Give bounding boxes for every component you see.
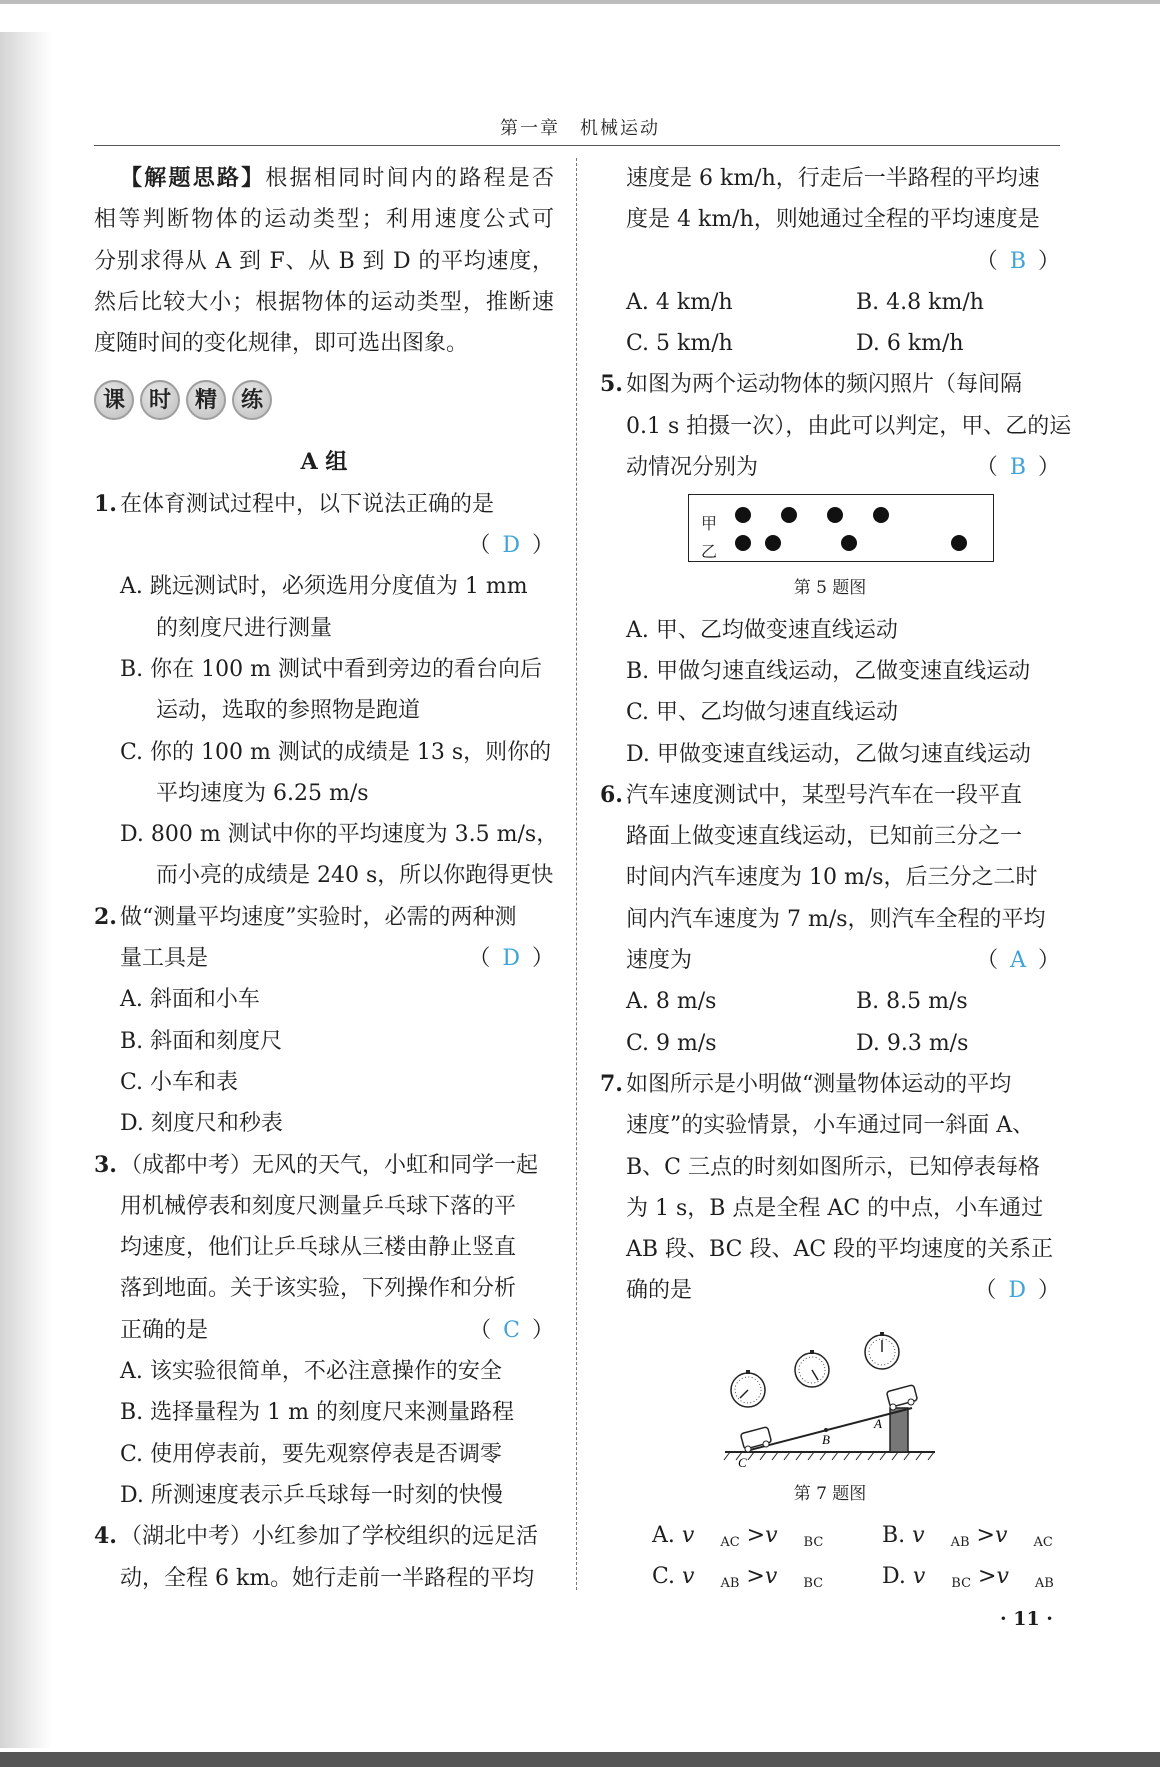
question-7-stem-cont: 确的是 （ D ） [600,1270,1060,1311]
option-cont: 而小亮的成绩是 240 s，所以你跑得更快 [156,863,554,889]
option: C. v $_{AB}$ >v $_{BC}$ [652,1564,824,1592]
option-row [600,323,1060,364]
option: C. 你的 100 m 测试的成绩是 13 s，则你的 [120,739,552,765]
question-3-stem-cont: 正确的是 （ C ） [94,1310,554,1351]
figure-caption: 第 5 题图 [793,578,867,599]
stopwatch-icon [865,1332,899,1369]
option: D. 甲做变速直线运动，乙做匀速直线运动 [626,741,1031,767]
option: D. 6 km/h [856,331,964,357]
option: A. 斜面和小车 [120,987,260,1013]
cart-top [886,1384,917,1409]
column-divider [576,158,577,1590]
option-cont: 平均速度为 6.25 m/s [156,780,369,806]
option: A. 4 km/h [626,289,733,315]
question-6-stem-cont: 时间内汽车速度为 10 m/s，后三分之二时 [626,865,1038,891]
label-c: C [738,1454,747,1470]
option: A. 跳远测试时，必须选用分度值为 1 mm [120,574,528,600]
chapter-title: 第一章 机械运动 [500,118,660,139]
option: D. 9.3 m/s [856,1030,969,1056]
option: B. v $_{AB}$ >v $_{AC}$ [882,1523,1053,1551]
label-yi: 乙 [701,542,718,562]
question-5-stem-cont: 0.1 s 拍摄一次），由此可以判定，甲、乙的运 [626,413,1072,439]
option: D. 800 m 测试中你的平均速度为 3.5 m/s， [120,822,559,848]
question-7-stem: 7. 如图所示是小明做“测量物体运动的平均 [600,1064,1060,1105]
stopwatch-icon [795,1350,829,1387]
option: D. v $_{BC}$ >v $_{AB}$ [882,1564,1054,1592]
answer-bracket: （ D ） [974,1278,1060,1304]
answer-letter: D [502,533,520,559]
answer-letter: B [1009,455,1026,481]
hint-line: 然后比较大小；根据物体的运动类型，推断速 [94,289,554,315]
bottom-edge [0,1752,1160,1767]
option: C. 小车和表 [120,1069,239,1095]
option-cont: 的刻度尺进行测量 [156,615,333,641]
option: B. 你在 100 m 测试中看到旁边的看台向后 [120,656,542,682]
option: D. 所测速度表示乒乓球每一时刻的快慢 [120,1482,503,1508]
question-2-stem-cont: 量工具是 （ D ） [94,938,554,979]
hint-label: 【解题思路】 [120,165,266,191]
dot-yi [735,535,751,551]
dot-yi [841,535,857,551]
option: B. 4.8 km/h [856,289,984,315]
question-7-stem-cont: 速度”的实验情景，小车通过同一斜面 A、 [626,1113,1035,1139]
option: C. 9 m/s [626,1030,717,1056]
dot-jia [873,507,889,523]
option: C. 5 km/h [626,331,733,357]
stopwatch-icon [731,1370,765,1407]
right-column [600,158,1072,1598]
page-number: · 11 · [1000,1608,1053,1630]
question-7-stem-cont: AB 段、BC 段、AC 段的平均速度的关系正 [626,1237,1054,1263]
answer-bracket: （ D ） [468,946,554,972]
question-7-stem-cont: 为 1 s，B 点是全程 AC 的中点，小车通过 [626,1195,1044,1221]
incline-stopwatch-figure [720,1320,950,1470]
question-4-stem-cont: 度是 4 km/h，则她通过全程的平均速度是 [626,207,1040,233]
hint-line: 度随时间的变化规律，即可选出图象。 [94,331,469,357]
hint-line: 【解题思路】根据相同时间内的路程是否 [120,165,554,191]
option: B. 斜面和刻度尺 [120,1028,283,1054]
label-b: B [822,1431,830,1447]
question-3-stem-cont: 用机械停表和刻度尺测量乒乓球下落的平 [120,1193,517,1219]
answer-bracket: （ B ） [975,455,1060,481]
dot-jia [735,507,751,523]
option: A. 该实验很简单，不必注意操作的安全 [120,1359,502,1385]
left-column [94,158,559,1599]
dot-yi [951,535,967,551]
option-row [600,1023,1060,1064]
dot-jia [781,507,797,523]
figure-caption: 第 7 题图 [793,1483,867,1504]
hint-line: 分别求得从 A 到 F、从 B 到 D 的平均速度， [94,248,554,274]
question-4-stem: 4. （湖北中考）小红参加了学校组织的远足活 [94,1516,554,1557]
question-7-stem-cont: B、C 三点的时刻如图所示，已知停表每格 [626,1154,1040,1180]
option: C. 使用停表前，要先观察停表是否调零 [120,1441,503,1467]
answer-bracket: （ C ） [469,1317,554,1343]
question-6-stem-cont: 间内汽车速度为 7 m/s，则汽车全程的平均 [626,906,1046,932]
question-2-stem: 2. 做“测量平均速度”实验时，必需的两种测 [94,897,554,938]
incline-board [750,1408,912,1450]
answer-letter: D [1008,1278,1026,1304]
binding-shadow [0,32,52,1748]
question-number: 7. [600,1070,623,1097]
flash-photo-figure [688,494,994,562]
answer-letter: B [1009,248,1026,274]
ground-hatch [724,1452,934,1460]
option: B. 8.5 m/s [856,989,968,1015]
option: C. 甲、乙均做匀速直线运动 [626,700,899,726]
question-number: 1. [94,490,117,517]
question-5-stem: 5. 如图为两个运动物体的频闪照片（每间隔 [600,364,1060,405]
question-6-stem-cont: 速度为 （ A ） [600,940,1060,981]
option-cont: 运动，选取的参照物是跑道 [156,698,421,724]
option: B. 甲做匀速直线运动，乙做变速直线运动 [626,658,1031,684]
answer-letter: D [502,946,520,972]
hint-line: 相等判断物体的运动类型；利用速度公式可 [94,207,554,233]
question-1-stem: 1. 在体育测试过程中，以下说法正确的是 [94,484,554,525]
dot-yi [765,535,781,551]
question-6-stem-cont: 路面上做变速直线运动，已知前三分之一 [626,824,1023,850]
section-badge [94,376,554,424]
badge-char: 练 [232,380,272,420]
dot-jia [827,507,843,523]
question-6-stem: 6. 汽车速度测试中，某型号汽车在一段平直 [600,775,1060,816]
question-3-stem-cont: 均速度，他们让乒乓球从三楼由静止竖直 [120,1235,517,1261]
option: A. 8 m/s [626,989,717,1015]
question-number: 4. [94,1523,117,1550]
badge-char: 时 [140,380,180,420]
label-jia: 甲 [701,514,718,534]
answer-bracket: （ D ） [94,525,554,566]
question-4-stem-cont: 速度是 6 km/h，行走后一半路程的平均速 [626,166,1040,191]
option: A. 甲、乙均做变速直线运动 [626,617,898,643]
group-title: A 组 [300,449,348,476]
answer-bracket: （ B ） [600,241,1060,282]
question-number: 3. [94,1151,117,1178]
option-row [600,1515,1060,1556]
badge-char: 精 [186,380,226,420]
question-3-stem-cont: 落到地面。关于该实验，下列操作和分析 [120,1276,517,1302]
badge-char: 课 [94,380,134,420]
header-rule [94,145,1060,146]
answer-letter: A [1010,948,1026,974]
question-number: 6. [600,781,623,808]
question-5-stem-cont: 动情况分别为 （ B ） [600,447,1060,488]
question-4-stem-cont: 动，全程 6 km。她行走前一半路程的平均 [120,1565,535,1591]
answer-letter: C [503,1317,520,1343]
question-number: 5. [600,371,623,398]
answer-bracket: （ A ） [976,948,1060,974]
option: B. 选择量程为 1 m 的刻度尺来测量路程 [120,1400,514,1426]
option-row [600,282,1060,323]
option-row [600,981,1060,1022]
option: A. v $_{AC}$ >v $_{BC}$ [652,1523,824,1551]
option: D. 刻度尺和秒表 [120,1111,283,1137]
option-row [600,1556,1060,1597]
question-3-stem: 3. （成都中考）无风的天气，小虹和同学一起 [94,1145,554,1186]
support-block [890,1408,908,1452]
label-a: A [874,1415,882,1431]
question-number: 2. [94,903,117,930]
